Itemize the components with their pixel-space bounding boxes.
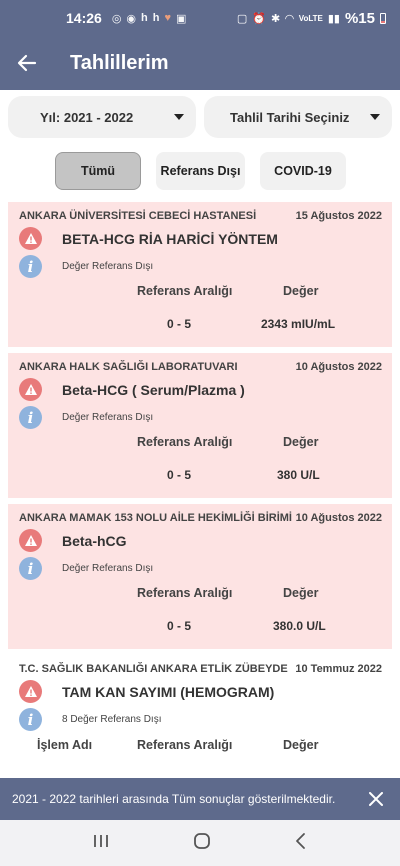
system-nav-bar (0, 820, 400, 866)
wifi-icon: ◠ (285, 12, 294, 25)
range-label: Referans Aralığı (137, 738, 233, 752)
range-note: Değer Referans Dışı (62, 563, 154, 574)
chevron-left-icon (294, 832, 308, 850)
result-date: 15 Ağustos 2022 (295, 210, 382, 222)
notification-icons (112, 12, 187, 25)
note-row (19, 255, 153, 278)
range-note: 8 Değer Referans Dışı (62, 714, 162, 725)
warning-icon (19, 529, 42, 552)
date-dropdown[interactable] (204, 96, 392, 138)
tab-out-of-range[interactable]: Referans Dışı (156, 152, 245, 190)
info-icon[interactable]: i (19, 557, 42, 580)
status-h-2: h (152, 11, 160, 24)
institution-name: ANKARA ÜNİVERSİTESİ CEBECİ HASTANESİ (19, 210, 257, 222)
process-label: İşlem Adı (37, 738, 93, 752)
tab-covid[interactable]: COVID-19 (260, 152, 346, 190)
tab-all[interactable]: Tümü (55, 152, 141, 190)
app-bar (0, 36, 400, 90)
nav-back-button[interactable] (294, 832, 308, 855)
result-date: 10 Ağustos 2022 (295, 361, 382, 373)
test-row (19, 378, 245, 401)
card-header (19, 663, 382, 675)
status-time: 14:26 (66, 10, 102, 26)
value-label: Değer (283, 586, 319, 600)
info-icon[interactable]: i (19, 406, 42, 429)
test-name: Beta-hCG (62, 532, 127, 549)
system-icons (237, 10, 386, 27)
warning-icon (19, 227, 42, 250)
card-header (19, 210, 382, 222)
status-h-1: h (141, 11, 148, 24)
test-name: TAM KAN SAYIMI (HEMOGRAM) (62, 683, 275, 700)
filter-bar (8, 96, 392, 138)
range-label: Referans Aralığı (137, 284, 233, 298)
test-name: Beta-HCG ( Serum/Plazma ) (62, 381, 245, 398)
note-row (19, 557, 153, 580)
caret-down-icon (174, 114, 184, 120)
caret-down-icon (370, 114, 380, 120)
page-title: Tahlillerim (70, 51, 169, 74)
alarm-icon: ⏰ (252, 12, 267, 25)
range-value: 0 - 5 (167, 468, 192, 482)
recents-button[interactable] (92, 833, 110, 854)
test-row (19, 680, 274, 703)
info-snackbar (0, 778, 400, 820)
lock-icon: ▢ (236, 12, 248, 25)
institution-name: T.C. SAĞLIK BAKANLIĞI ANKARA ETLİK ZÜBEYDE (19, 663, 288, 675)
home-icon (193, 832, 211, 850)
range-value: 0 - 5 (167, 317, 192, 331)
info-icon[interactable]: i (19, 708, 42, 731)
card-header (19, 361, 382, 373)
home-button[interactable] (193, 832, 211, 855)
range-label: Referans Aralığı (137, 586, 233, 600)
result-card[interactable] (8, 353, 392, 498)
institution-name: ANKARA MAMAK 153 NOLU AİLE HEKİMLİĞİ BİRİMİ (19, 512, 292, 524)
test-row (19, 227, 278, 250)
result-value: 380 U/L (277, 468, 320, 482)
result-card[interactable] (8, 202, 392, 347)
range-label: Referans Aralığı (137, 435, 233, 449)
arrow-left-icon (17, 53, 37, 73)
signal-icon: ▮▮ (327, 12, 340, 25)
range-note: Değer Referans Dışı (62, 261, 154, 272)
chat-icon: ◉ (126, 12, 137, 25)
date-dropdown-label: Tahlil Tarihi Seçiniz (230, 109, 350, 125)
network-label: VoLTE (298, 13, 323, 23)
recents-icon (92, 833, 110, 849)
test-name: BETA-HCG RİA HARİCİ YÖNTEM (62, 230, 278, 247)
year-dropdown[interactable] (8, 96, 196, 138)
snackbar-message: 2021 - 2022 tarihleri arasında Tüm sonuçlar gösterilmektedir. (12, 792, 336, 806)
test-row (19, 529, 127, 552)
result-value: 2343 mIU/mL (261, 317, 336, 331)
info-icon[interactable]: i (19, 255, 42, 278)
value-label: Değer (283, 435, 319, 449)
year-dropdown-label: Yıl: 2021 - 2022 (40, 109, 134, 125)
note-row (19, 406, 153, 429)
status-bar (0, 0, 400, 36)
back-button[interactable] (0, 36, 54, 90)
bluetooth-icon: ✱ (271, 12, 281, 25)
close-snackbar-button[interactable] (364, 787, 388, 811)
close-icon (369, 792, 383, 806)
institution-name: ANKARA HALK SAĞLIĞI LABORATUVARI (19, 361, 238, 373)
card-header (19, 512, 382, 524)
value-label: Değer (283, 284, 319, 298)
battery-label: %15 (344, 9, 375, 27)
range-note: Değer Referans Dışı (62, 412, 154, 423)
filter-tabs (0, 152, 400, 192)
gallery-icon: ▣ (176, 12, 187, 25)
result-value: 380.0 U/L (273, 619, 326, 633)
heart-icon: ♥ (164, 11, 172, 24)
value-label: Değer (283, 738, 319, 752)
result-card[interactable] (8, 504, 392, 649)
battery-icon (380, 13, 386, 24)
result-card[interactable] (8, 655, 392, 778)
warning-icon (19, 680, 42, 703)
whatsapp-icon: ◎ (111, 12, 122, 25)
note-row (19, 708, 162, 731)
range-value: 0 - 5 (167, 619, 192, 633)
result-date: 10 Ağustos 2022 (295, 512, 382, 524)
warning-icon (19, 378, 42, 401)
result-date: 10 Temmuz 2022 (295, 663, 382, 675)
